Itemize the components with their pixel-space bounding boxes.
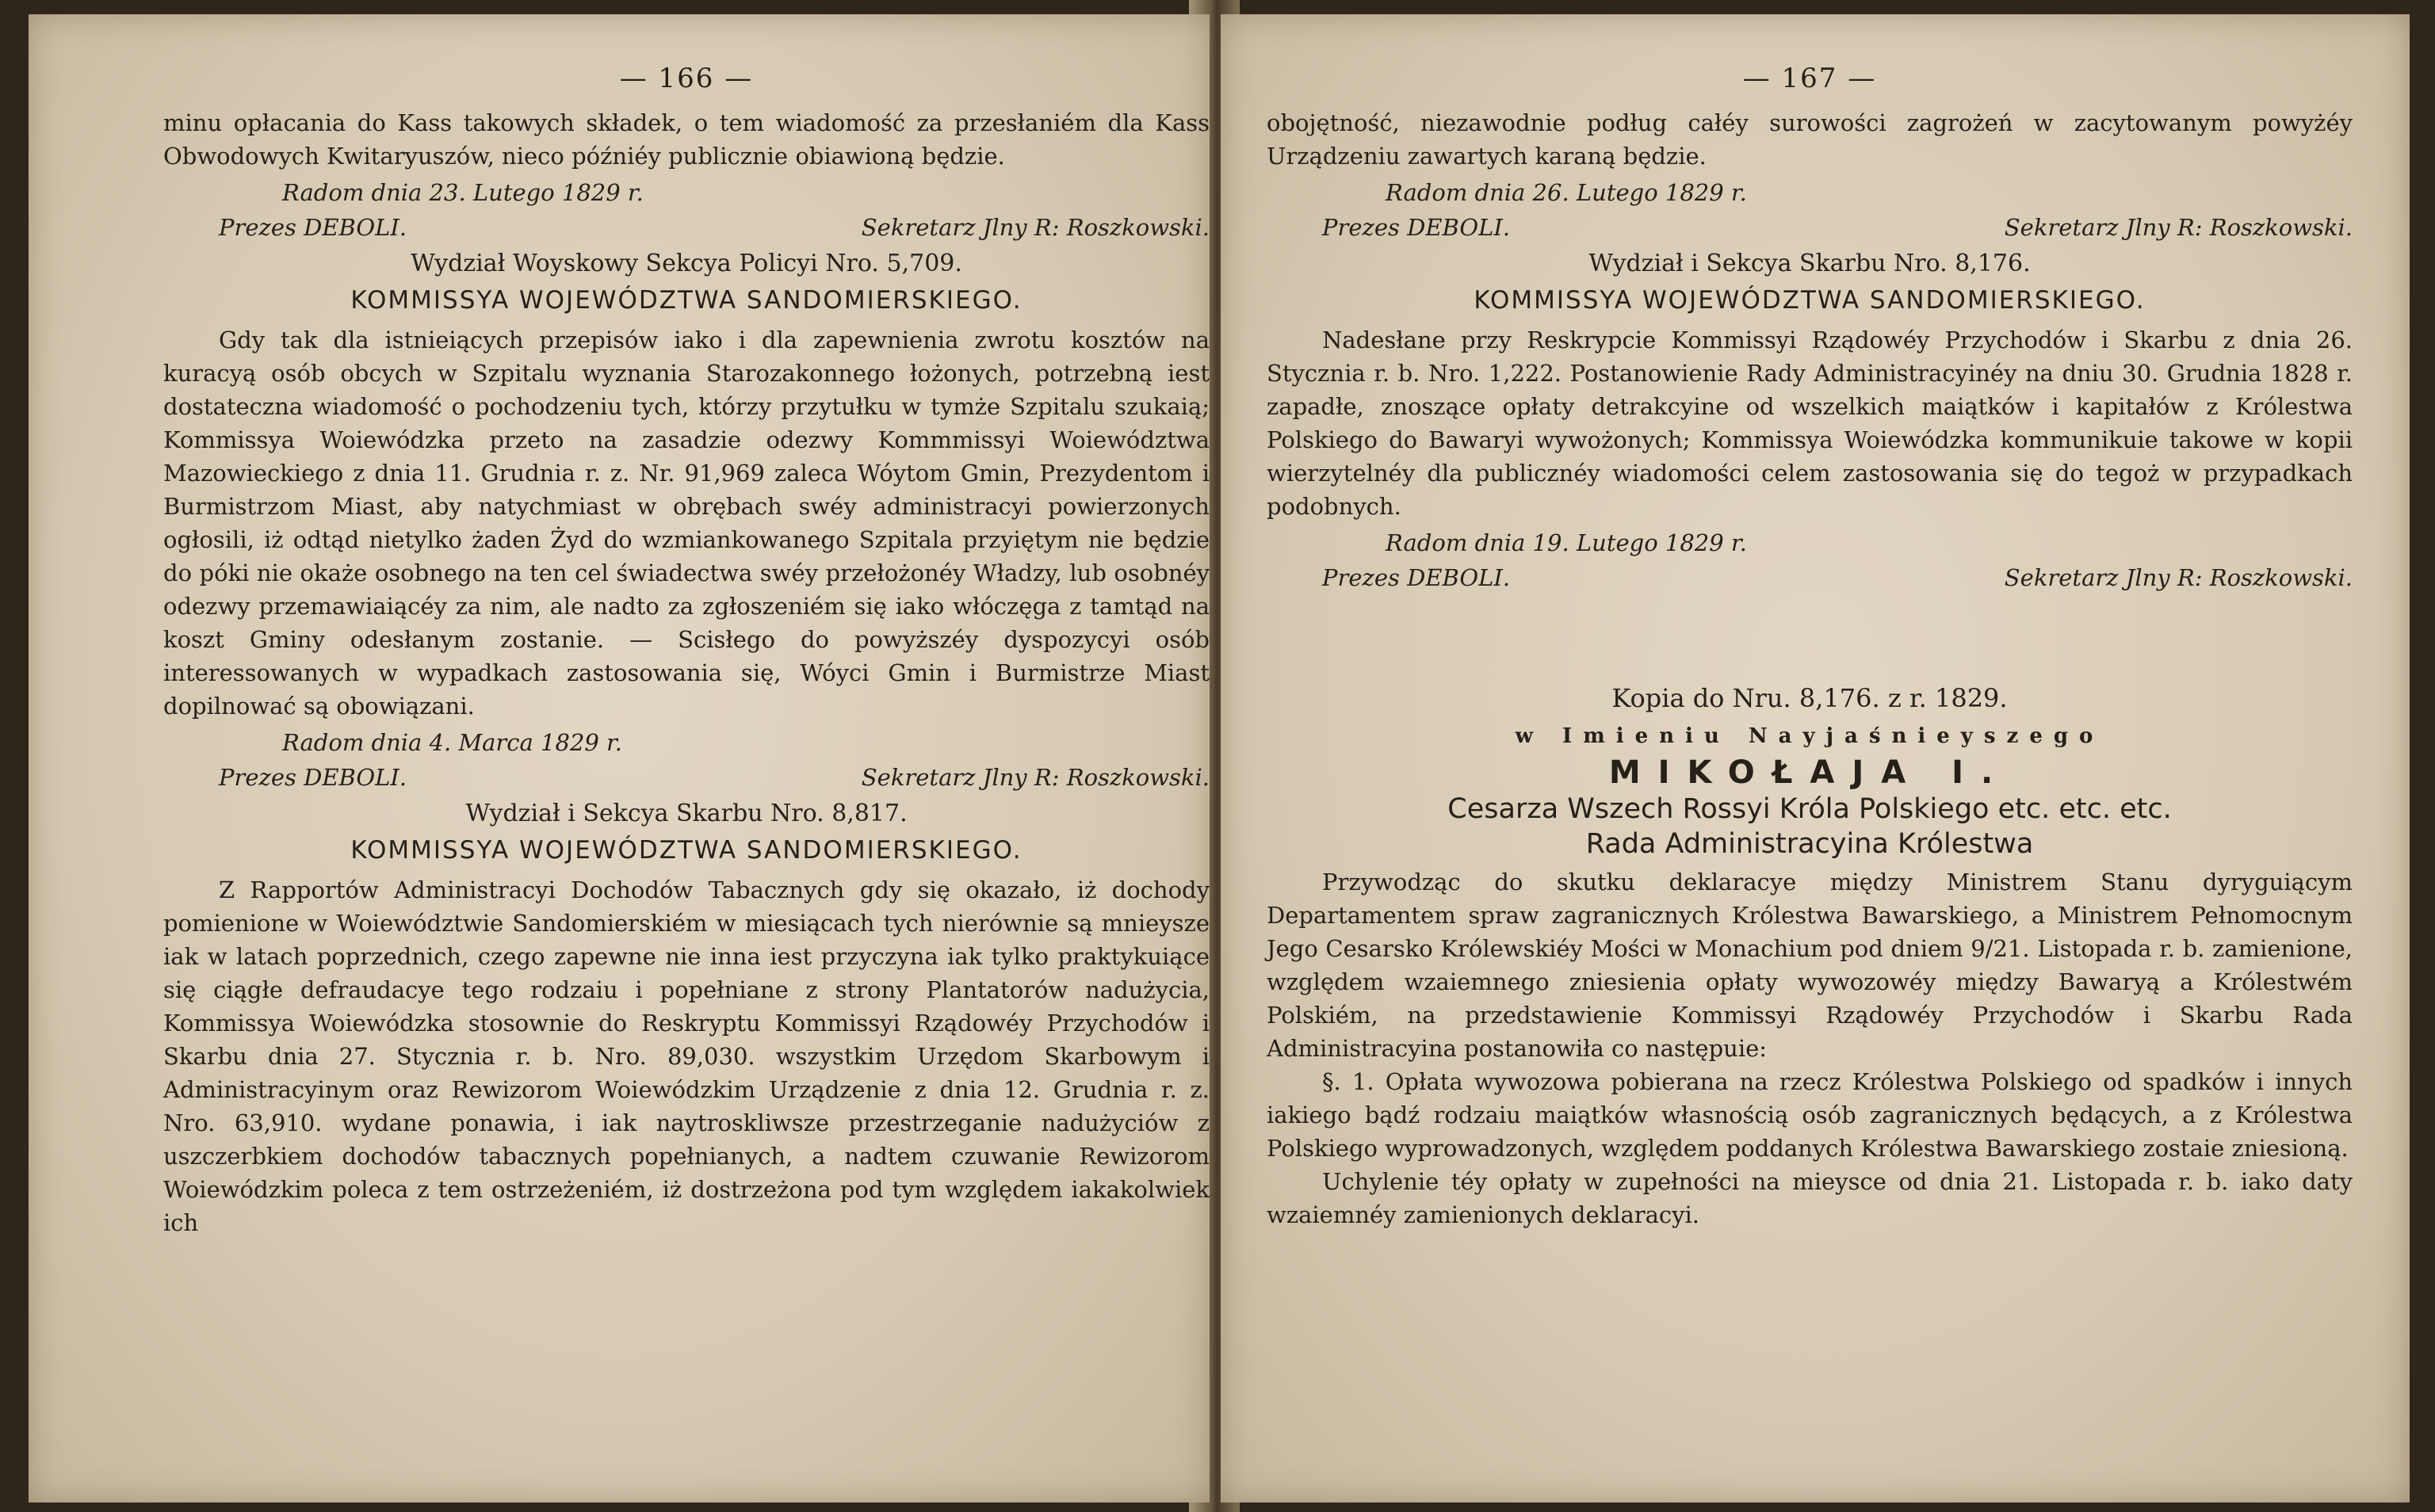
left-block1-secretary: Sekretarz Jlny R: Roszkowski. (861, 214, 1210, 241)
left-block3-text: Z Rapportów Administracyi Dochodów Tabacznych gdy się okazało, iż dochody pomienione w Woiewództwie Sandomierskiém w miesiącach tych nierównie są mnieysze iak w latach poprzednich, czego zapewne nie inna iest przyczyna iak tylko praktykuiące się ciągłe defraudacye tego rodzaiu i popełniane z strony Plantatorów nadużycia, Kommissya Woiewódzka stosownie do Reskryptu Kommissyi Rządowéy Przychodów i Skarbu dnia 27. Stycznia r. b. Nro. 89,030. wszystkim Urzędom Skarbowym i Administracyinym oraz Rewizorom Woiewódzkim Urządzenie z dnia 12. Grudnia r. z. Nro. 63,910. wydane ponawia, i iak naytroskliwsze przestrzeganie nadużyciów z uszczerbkiem dochodów tabacznych popełnianych, a nadtem czuwanie Rewizorom Woiewódzkim poleca z tem ostrzeżeniém, iż dostrzeżona pod tym względem iakakolwiek ich (163, 876, 1210, 1236)
left-block2-date: Radom dnia 4. Marca 1829 r. (282, 729, 622, 756)
right-block2-heading: KOMMISSYA WOJEWÓDZTWA SANDOMIERSKIEGO. (1474, 286, 2146, 315)
left-block2-text: Gdy tak dla istnieiących przepisów iako i dla zapewnienia zwrotu kosztów na kuracyą osób obcych w Szpitalu wyznania Starozakonnego łożonych, potrzebną iest dostateczna wiadomość o pochodzeniu tych, którzy przytułku w tymże Szpitalu szukaią; Kommissya Woiewódzka przeto na zasadzie odezwy Kommmissyi Woiewództwa Mazowieckiego z dnia 11. Grudnia r. z. Nr. 91,969 zaleca Wóytom Gmin, Prezydentom i Burmistrzom Miast, aby natychmiast w obrębach swéy administracyi powierzonych ogłosili, iż odtąd nietylko żaden Żyd do wzmiankowanego Szpitala przyiętym nie będzie do póki nie okaże osobnego na ten cel świadectwa swéy przełożonéy Władzy, lub osobnéy odezwy przemawiaiącéy za nim, ale nadto za zgłoszeniém się iako włóczęga z tamtąd na koszt Gminy odesłanym zostanie. — Scisłego do powyższéy dyspozycyi osób interessowanych w wypadkach zastosowania się, Wóyci Gmin i Burmistrze Miast dopilnować są obowiązani. (163, 326, 1210, 720)
left-block2-department: Wydział Woyskowy Sekcya Policyi Nro. 5,709. (411, 250, 962, 277)
right-block3-titles: Cesarza Wszech Rossyi Króla Polskiego etc. etc. etc. (1447, 793, 2172, 825)
right-block1-text: obojętność, niezawodnie podług całéy surowości zagrożeń w zacytowanym powyżéy Urządzeniu zawartych karaną będzie. (1267, 109, 2353, 170)
right-block1-date: Radom dnia 26. Lutego 1829 r. (1386, 179, 1747, 206)
left-block2-signatures (219, 761, 1210, 794)
left-block2-heading: KOMMISSYA WOJEWÓDZTWA SANDOMIERSKIEGO. (350, 286, 1023, 315)
left-block1-date: Radom dnia 23. Lutego 1829 r. (282, 179, 644, 206)
right-block3-text: Przywodząc do skutku deklaracye między Ministrem Stanu dyryguiącym Departamentem spraw zagranicznych Królestwa Bawarskiego, a Ministrem Pełnomocnym Jego Cesarsko Królewskiéy Mości w Monachium pod dniem 9/21. Listopada r. b. zamienione, względem wzaiemnego zniesienia opłaty wywozowéy między Bawaryą a Królestwém Polskiém, na przedstawienie Kommissyi Rządowéy Przychodów i Skarbu Rada Administracyina postanowiła co następuie: (1267, 869, 2353, 1062)
right-block2-department: Wydział i Sekcya Skarbu Nro. 8,176. (1588, 250, 2031, 277)
right-block2-text: Nadesłane przy Reskrypcie Kommissyi Rządowéy Przychodów i Skarbu z dnia 26. Stycznia r. b. Nro. 1,222. Postanowienie Rady Administracyinéy na dniu 30. Grudnia 1828 r. zapadłe, znoszące opłaty detrakcyine od wszelkich maiątków i kapitałów z Królestwa Polskiego do Bawaryi wywożonych; Kommissya Woiewódzka kommunikuie takowe w kopii wierzytelnéy dla publicznéy wiadomości celem zastosowania się do tegoż w przypadkach podobnych. (1267, 326, 2353, 520)
left-block2-president: Prezes DEBOLI. (219, 764, 407, 791)
right-block2-president: Prezes DEBOLI. (1322, 564, 1511, 591)
right-block3-section1: §. 1. Opłata wywozowa pobierana na rzecz Królestwa Polskiego od spadków i innych iakiego bądź rodzaiu maiątków własnością osób zagranicznych będących, a z Królestwa Polskiego wyprowadzonych, względem poddanych Królestwa Bawarskiego zostaie zniesioną. (1267, 1068, 2353, 1162)
left-block3-department: Wydział i Sekcya Skarbu Nro. 8,817. (465, 800, 908, 827)
right-block3-monarch: MIKOŁAJA I. (1608, 754, 2011, 791)
left-page-number: — 166 — (619, 63, 754, 94)
right-block2-signatures (1322, 561, 2353, 594)
right-block2-date: Radom dnia 19. Lutego 1829 r. (1386, 529, 1747, 556)
left-block3-heading: KOMMISSYA WOJEWÓDZTWA SANDOMIERSKIEGO. (350, 836, 1023, 865)
left-block1-text: minu opłacania do Kass takowych składek, o tem wiadomość za przesłaniém dla Kass Obwodowych Kwitaryuszów, nieco późniéy publicznie obiawioną będzie. (163, 109, 1210, 170)
right-block3-section2: Uchylenie téy opłaty w zupełności na mieysce od dnia 21. Listopada r. b. iako daty wzaiemnéy zamienionych deklaracyi. (1267, 1168, 2353, 1228)
right-block1-president: Prezes DEBOLI. (1322, 214, 1511, 241)
right-block3-copy-line: Kopia do Nru. 8,176. z r. 1829. (1611, 683, 2008, 713)
right-page (1221, 14, 2410, 1502)
right-block2-secretary: Sekretarz Jlny R: Roszkowski. (2004, 564, 2353, 591)
right-block3-council: Rada Administracyina Królestwa (1585, 828, 2034, 860)
right-block3-invocation: w Imieniu Nayjaśnieyszego (1515, 724, 2104, 748)
right-block1-signatures (1322, 211, 2353, 244)
right-block1-secretary: Sekretarz Jlny R: Roszkowski. (2004, 214, 2353, 241)
left-block1-president: Prezes DEBOLI. (219, 214, 407, 241)
left-block1-signatures (219, 211, 1210, 244)
left-block2-secretary: Sekretarz Jlny R: Roszkowski. (861, 764, 1210, 791)
left-page-content (163, 62, 1210, 1239)
left-page (29, 14, 1210, 1502)
right-page-number: — 167 — (1742, 63, 1877, 94)
right-page-content (1267, 62, 2353, 1231)
